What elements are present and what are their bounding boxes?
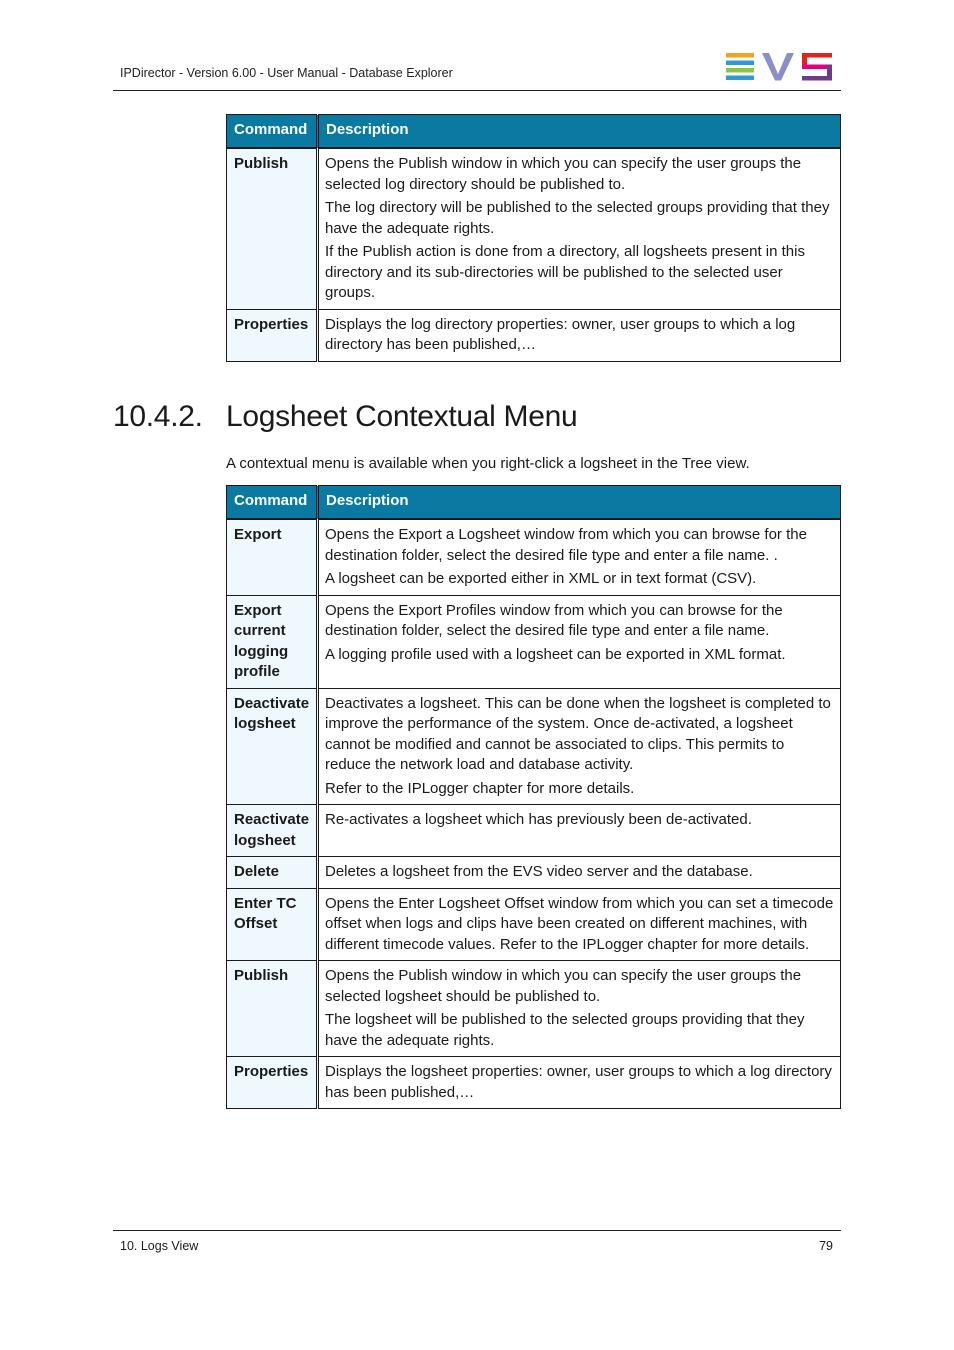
- table-row: [227, 805, 841, 857]
- table-row: [227, 595, 841, 688]
- command-description: [318, 309, 841, 361]
- logo-bar-1: [726, 53, 754, 58]
- command-description: [318, 688, 841, 805]
- table-header-row: [227, 486, 841, 520]
- logo-bar-2: [726, 61, 754, 66]
- column-header-command: Command: [227, 115, 318, 149]
- logo-v: [762, 53, 794, 81]
- page-footer: [113, 1230, 841, 1261]
- logo-bar-4: [726, 76, 754, 81]
- description-paragraph: Re-activates a logsheet which has previously been de-activated.: [325, 811, 752, 828]
- footer-chapter: 10. Logs View: [120, 1239, 199, 1253]
- table-row: [227, 309, 841, 361]
- command-description: [318, 1057, 841, 1109]
- description-paragraph: Deletes a logsheet from the EVS video server and the database.: [325, 863, 753, 880]
- section-heading: [113, 400, 577, 434]
- table-row: [227, 688, 841, 805]
- command-description: [318, 595, 841, 688]
- table-row: [227, 961, 841, 1057]
- section-number: 10.4.2.: [113, 400, 203, 433]
- table-row: [227, 519, 841, 595]
- table-row: [227, 148, 841, 309]
- command-name: Deactivate logsheet: [227, 688, 318, 805]
- logo-bar-3: [726, 68, 754, 73]
- command-name: Properties: [227, 1057, 318, 1109]
- command-name: Properties: [227, 309, 318, 361]
- command-description: [318, 805, 841, 857]
- command-name: Export: [227, 519, 318, 595]
- description-paragraph: Opens the Export a Logsheet window from which you can browse for the destination folder, select the desired file type and enter a file name. .: [325, 526, 807, 564]
- description-paragraph: Refer to the IPLogger chapter for more details.: [325, 779, 635, 797]
- description-paragraph: Opens the Publish window in which you can specify the user groups the selected log directory should be published to.: [325, 155, 802, 193]
- section-title-text: Logsheet Contextual Menu: [226, 400, 578, 433]
- command-table-logsheet: [226, 485, 841, 1109]
- description-paragraph: If the Publish action is done from a directory, all logsheets present in this directory and its sub-directories will be published to the selected user groups.: [325, 243, 805, 301]
- table-header-row: [227, 115, 841, 149]
- description-paragraph: Deactivates a logsheet. This can be done when the logsheet is completed to improve the performance of the system. Once de-activated, a logsheet cannot be modified and cannot be associated to clips. This permits to reduce the network load and database activity.: [325, 694, 831, 773]
- evs-logo: [726, 53, 834, 81]
- column-header-description: Description: [318, 115, 841, 149]
- command-name: Publish: [227, 148, 318, 309]
- command-description: [318, 888, 841, 961]
- command-name: Delete: [227, 857, 318, 889]
- description-paragraph: The logsheet will be published to the selected groups providing that they have the adequate rights.: [325, 1011, 805, 1049]
- description-paragraph: A logsheet can be exported either in XML or in text format (CSV).: [325, 570, 757, 587]
- command-description: [318, 519, 841, 595]
- description-paragraph: Displays the log directory properties: owner, user groups to which a log directory has been published,…: [325, 315, 796, 353]
- column-header-description: Description: [318, 486, 841, 520]
- description-paragraph: The log directory will be published to the selected groups providing that they have the adequate rights.: [325, 199, 830, 237]
- command-description: [318, 857, 841, 889]
- column-header-command: Command: [227, 486, 318, 520]
- command-name: Reactivate logsheet: [227, 805, 318, 857]
- command-name: Export current logging profile: [227, 595, 318, 688]
- table-row: [227, 857, 841, 889]
- description-paragraph: Opens the Publish window in which you can specify the user groups the selected logsheet should be published to.: [325, 967, 802, 1005]
- description-paragraph: Opens the Export Profiles window from which you can browse for the destination folder, select the desired file type and enter a file name.: [325, 601, 783, 639]
- command-name: Publish: [227, 961, 318, 1057]
- command-description: [318, 148, 841, 309]
- command-table-log-directory: [226, 114, 841, 362]
- command-name: Enter TC Offset: [227, 888, 318, 961]
- logo-s-5: [802, 76, 832, 81]
- command-description: [318, 961, 841, 1057]
- section-intro: A contextual menu is available when you right-click a logsheet in the Tree view.: [226, 455, 750, 472]
- page-header: [113, 50, 841, 91]
- table-row: [227, 1057, 841, 1109]
- table-row: [227, 888, 841, 961]
- page-number: 79: [819, 1239, 833, 1253]
- header-title: IPDirector - Version 6.00 - User Manual - Database Explorer: [120, 66, 453, 80]
- description-paragraph: Opens the Enter Logsheet Offset window from which you can set a timecode offset when logs and clips have been created on different machines, with different timecode values. Refer to the IPLogger chapter for more details.: [325, 894, 834, 953]
- description-paragraph: Displays the logsheet properties: owner, user groups to which a log directory has been published,…: [325, 1063, 832, 1101]
- description-paragraph: A logging profile used with a logsheet can be exported in XML format.: [325, 645, 786, 663]
